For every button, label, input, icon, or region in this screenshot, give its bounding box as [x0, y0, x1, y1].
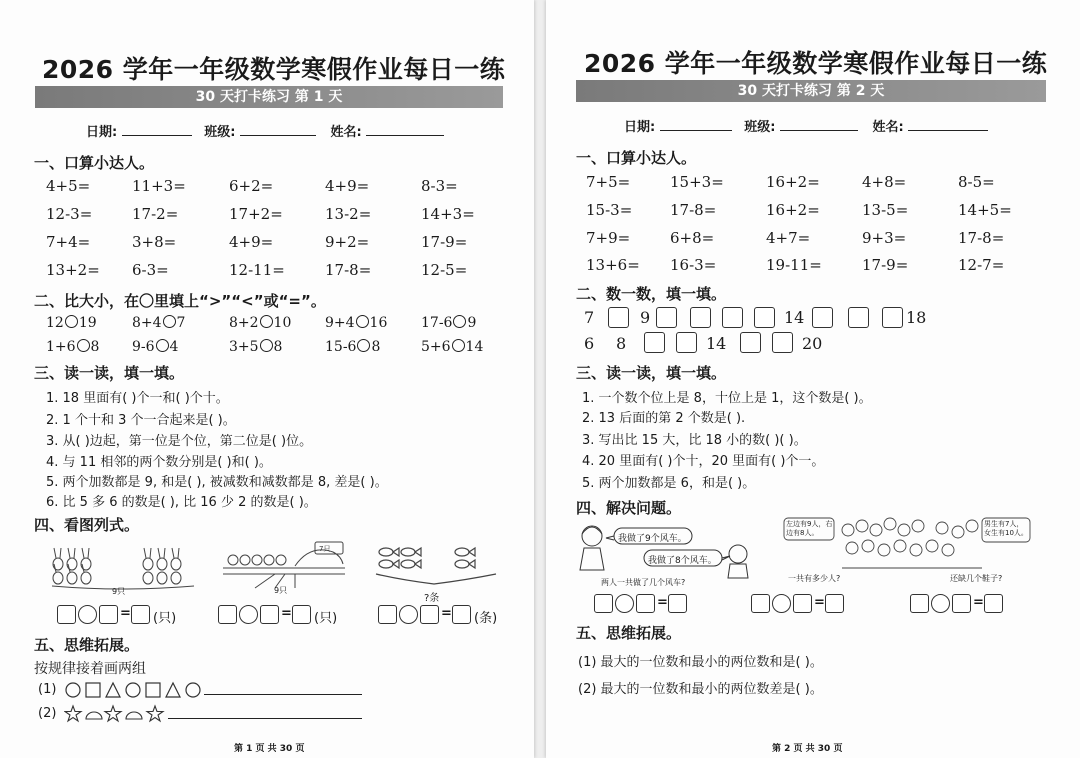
class-blank[interactable] — [240, 124, 316, 136]
animals-crossing-picture — [215, 538, 355, 590]
operator-circle[interactable] — [931, 594, 950, 613]
compare-item — [46, 339, 99, 355]
rabbit-icon — [171, 548, 181, 570]
result-box[interactable] — [292, 605, 311, 624]
sequence-blank[interactable] — [722, 307, 743, 328]
equals-sign: = — [814, 595, 825, 610]
circle-shape — [66, 683, 80, 697]
compare-item — [325, 315, 387, 331]
name-label: 姓名: — [330, 125, 362, 140]
sequence-blank[interactable] — [812, 307, 833, 328]
arithmetic-item: 12-5= — [421, 261, 468, 279]
section-5-heading: 五、思维拓展。 — [576, 624, 682, 642]
fish-icon — [379, 548, 399, 556]
triangle-shape — [106, 683, 120, 697]
star-shape — [147, 706, 163, 721]
worksheet-page-1 — [0, 0, 534, 758]
operator-circle[interactable] — [239, 605, 258, 624]
compare-right: 8 — [371, 339, 381, 355]
picture-label: 7只 — [319, 545, 331, 553]
compare-item — [132, 315, 185, 331]
person-icon — [842, 518, 924, 536]
goat-icon — [228, 555, 286, 565]
shape-pattern-1 — [64, 680, 204, 700]
arithmetic-item: 7+9= — [586, 229, 631, 247]
compare-left: 15-6 — [325, 339, 357, 355]
question-line: 6. 比 5 多 6 的数是( ), 比 16 少 2 的数是( )。 — [46, 495, 317, 510]
info-line — [624, 116, 988, 135]
number-box[interactable] — [793, 594, 812, 613]
number-box[interactable] — [594, 594, 613, 613]
sequence-blank[interactable] — [848, 307, 869, 328]
date-blank[interactable] — [660, 119, 732, 131]
number-box[interactable] — [57, 605, 76, 624]
arithmetic-item: 6+2= — [229, 177, 274, 195]
sequence-blank[interactable] — [882, 307, 903, 328]
operator-circle[interactable] — [615, 594, 634, 613]
arithmetic-item: 9+3= — [862, 229, 907, 247]
equals-sign: = — [120, 606, 131, 621]
arithmetic-item: 13-5= — [862, 201, 909, 219]
page-title: 2026 学年一年级数学寒假作业每日一练 — [584, 49, 1048, 78]
picture-label: ?条 — [424, 593, 440, 604]
compare-right: 16 — [369, 315, 388, 331]
compare-item — [229, 339, 282, 355]
info-line — [86, 121, 444, 140]
circle-shape — [186, 683, 200, 697]
compare-right: 10 — [273, 315, 292, 331]
sequence-blank[interactable] — [690, 307, 711, 328]
operator-circle[interactable] — [399, 605, 418, 624]
rabbit-icon — [143, 548, 153, 570]
star-shape — [65, 706, 81, 721]
compare-right: 4 — [169, 339, 179, 355]
sequence-blank[interactable] — [772, 332, 793, 353]
sequence-number: 7 — [584, 308, 595, 327]
day-banner: 30 天打卡练习 第 2 天 — [576, 80, 1046, 102]
arithmetic-item: 7+4= — [46, 233, 91, 251]
compare-item — [229, 315, 291, 331]
name-blank[interactable] — [366, 124, 444, 136]
arithmetic-item: 4+9= — [229, 233, 274, 251]
question-line: 5. 两个加数都是 9, 和是( ), 被减数和减数都是 8, 差是( )。 — [46, 475, 388, 490]
section-3-heading: 三、读一读，填一填。 — [34, 364, 185, 382]
compare-item — [325, 339, 380, 355]
arithmetic-item: 16-3= — [670, 256, 717, 274]
class-label: 班级: — [744, 120, 776, 135]
arithmetic-item: 3+8= — [132, 233, 177, 251]
compare-item — [132, 339, 178, 355]
sequence-blank[interactable] — [754, 307, 775, 328]
rabbit-icon — [171, 572, 181, 584]
number-box[interactable] — [218, 605, 237, 624]
girl-icon — [580, 526, 604, 570]
result-box[interactable] — [452, 605, 471, 624]
star-shape — [105, 706, 121, 721]
arithmetic-item: 13+2= — [46, 261, 100, 279]
date-label: 日期: — [86, 125, 118, 140]
compare-right: 7 — [176, 315, 186, 331]
arithmetic-item: 6+8= — [670, 229, 715, 247]
square-shape — [146, 683, 160, 697]
arithmetic-item: 6-3= — [132, 261, 169, 279]
arithmetic-item: 4+5= — [46, 177, 91, 195]
compare-right: 14 — [465, 339, 484, 355]
rabbit-icon — [67, 564, 77, 584]
compare-circle-blank[interactable] — [65, 315, 78, 328]
compare-item — [421, 315, 476, 331]
sequence-number: 8 — [616, 334, 627, 353]
speech-bubble-text: 我做了8个风车。 — [648, 556, 717, 566]
date-label: 日期: — [624, 120, 656, 135]
compare-circle-blank[interactable] — [260, 315, 273, 328]
question-line: (2) 最大的一位数和最小的两位数差是( )。 — [578, 682, 823, 697]
question-line: 1. 18 里面有( )个一和( )个十。 — [46, 391, 229, 406]
number-box[interactable] — [910, 594, 929, 613]
sequence-blank[interactable] — [644, 332, 665, 353]
equals-sign: = — [441, 606, 452, 621]
equals-sign: = — [281, 606, 292, 621]
sequence-number: 14 — [706, 334, 727, 353]
arithmetic-item: 14+5= — [958, 201, 1012, 219]
class-label: 班级: — [204, 125, 236, 140]
number-box[interactable] — [636, 594, 655, 613]
number-box[interactable] — [952, 594, 971, 613]
square-shape — [86, 683, 100, 697]
arithmetic-item: 4+7= — [766, 229, 811, 247]
caption-box: 左边有9人，右边有8人。 — [786, 520, 833, 537]
result-box[interactable] — [131, 605, 150, 624]
arithmetic-item: 7+5= — [586, 173, 631, 191]
pattern-instruction: 按规律接着画两组 — [34, 661, 146, 677]
compare-circle-blank[interactable] — [77, 339, 90, 352]
arithmetic-item: 4+9= — [325, 177, 370, 195]
question-line: 2. 1 个十和 3 个一合起来是( )。 — [46, 413, 236, 428]
arithmetic-item: 12-11= — [229, 261, 285, 279]
result-box[interactable] — [825, 594, 844, 613]
problem-question: 一共有多少人? — [788, 574, 841, 583]
unit-label: (只) — [314, 611, 338, 626]
arithmetic-item: 15-3= — [586, 201, 633, 219]
semicircle-shape — [86, 712, 102, 719]
boy-icon — [728, 545, 748, 578]
person-icon — [846, 540, 954, 556]
sequence-number: 18 — [906, 308, 927, 327]
compare-circle-blank[interactable] — [357, 339, 370, 352]
arithmetic-item: 17-9= — [862, 256, 909, 274]
picture-label: 9只 — [274, 586, 288, 595]
class-blank[interactable] — [780, 119, 858, 131]
question-line: 3. 写出比 15 大，比 18 小的数( )( )。 — [582, 433, 807, 448]
compare-circle-blank[interactable] — [163, 315, 176, 328]
worksheet-page-2 — [546, 0, 1080, 758]
compare-circle-blank[interactable] — [452, 339, 465, 352]
question-line: (1) 最大的一位数和最小的两位数和是( )。 — [578, 655, 823, 670]
compare-left: 5+6 — [421, 339, 451, 355]
unit-label: (条) — [474, 611, 498, 626]
compare-item — [421, 339, 483, 355]
compare-circle-blank[interactable] — [156, 339, 169, 352]
arithmetic-item: 17+2= — [229, 205, 283, 223]
section-4-heading: 四、看图列式。 — [34, 516, 140, 534]
equals-sign: = — [973, 595, 984, 610]
arithmetic-item: 17-8= — [958, 229, 1005, 247]
compare-right: 19 — [78, 315, 97, 331]
sequence-blank[interactable] — [740, 332, 761, 353]
compare-left: 9-6 — [132, 339, 155, 355]
arithmetic-item: 14+3= — [421, 205, 475, 223]
number-box[interactable] — [260, 605, 279, 624]
compare-left: 8+2 — [229, 315, 259, 331]
section-3-heading: 三、读一读，填一填。 — [576, 364, 727, 382]
page-footer: 第 2 页 共 30 页 — [772, 744, 843, 754]
rabbit-icon — [53, 564, 63, 584]
question-line: 2. 13 后面的第 2 个数是( ). — [582, 411, 746, 426]
number-box[interactable] — [420, 605, 439, 624]
arithmetic-item: 17-8= — [670, 201, 717, 219]
compare-circle-blank[interactable] — [453, 315, 466, 328]
sequence-blank[interactable] — [656, 307, 677, 328]
compare-right: 8 — [90, 339, 100, 355]
compare-left: 8+4 — [132, 315, 162, 331]
day-banner: 30 天打卡练习 第 1 天 — [35, 86, 503, 108]
number-box[interactable] — [751, 594, 770, 613]
circle-shape — [126, 683, 140, 697]
sequence-number: 6 — [584, 334, 595, 353]
name-blank[interactable] — [908, 119, 988, 131]
fish-icon — [379, 560, 399, 568]
result-box[interactable] — [668, 594, 687, 613]
arithmetic-item: 17-2= — [132, 205, 179, 223]
fish-icon — [401, 560, 421, 568]
date-blank[interactable] — [122, 124, 192, 136]
equals-sign: = — [657, 595, 668, 610]
compare-circle-blank[interactable] — [260, 339, 273, 352]
compare-left: 1+6 — [46, 339, 76, 355]
shape-pattern-2 — [64, 704, 168, 724]
question-line: 5. 两个加数都是 6，和是( )。 — [582, 476, 756, 491]
caption-box: 男生有7人，女生有10人。 — [984, 520, 1028, 537]
semicircle-shape — [126, 712, 142, 719]
arithmetic-item: 8-5= — [958, 173, 995, 191]
section-1-heading: 一、口算小达人。 — [34, 154, 155, 172]
question-line: 1. 一个数个位上是 8，十位上是 1，这个数是( )。 — [582, 391, 872, 406]
compare-right: 8 — [273, 339, 283, 355]
arithmetic-item: 9+2= — [325, 233, 370, 251]
pattern-number: (2) — [38, 706, 57, 721]
compare-right: 9 — [467, 315, 477, 331]
section-2-heading: 二、比大小，在〇里填上“>”“<”或“=”。 — [34, 292, 326, 310]
number-box[interactable] — [99, 605, 118, 624]
arithmetic-item: 17-8= — [325, 261, 372, 279]
children-pinwheels-picture — [574, 520, 754, 580]
name-label: 姓名: — [872, 120, 904, 135]
fish-picture — [372, 540, 502, 592]
pattern-number: (1) — [38, 682, 57, 697]
arithmetic-item: 16+2= — [766, 201, 820, 219]
section-2-heading: 二、数一数，填一填。 — [576, 285, 727, 303]
arithmetic-item: 12-7= — [958, 256, 1005, 274]
rabbit-icon — [81, 564, 91, 584]
rabbit-icon — [143, 572, 153, 584]
answer-line[interactable] — [168, 718, 362, 719]
rabbit-icon — [157, 572, 167, 584]
arithmetic-item: 17-9= — [421, 233, 468, 251]
operator-circle[interactable] — [78, 605, 97, 624]
arithmetic-item: 12-3= — [46, 205, 93, 223]
problem-question: 两人一共做了几个风车? — [601, 578, 686, 587]
section-1-heading: 一、口算小达人。 — [576, 149, 697, 167]
sequence-blank[interactable] — [608, 307, 629, 328]
sequence-blank[interactable] — [676, 332, 697, 353]
triangle-shape — [166, 683, 180, 697]
unit-label: (只) — [153, 611, 177, 626]
question-line: 3. 从( )边起，第一位是个位，第二位是( )位。 — [46, 434, 313, 449]
compare-left: 17-6 — [421, 315, 453, 331]
picture-label: 9只 — [112, 587, 126, 596]
arithmetic-item: 8-3= — [421, 177, 458, 195]
arithmetic-item: 4+8= — [862, 173, 907, 191]
arithmetic-item: 13+6= — [586, 256, 640, 274]
compare-left: 12 — [46, 315, 64, 331]
sequence-number: 14 — [784, 308, 805, 327]
arithmetic-item: 11+3= — [132, 177, 186, 195]
compare-item — [46, 315, 97, 331]
compare-circle-blank[interactable] — [356, 315, 369, 328]
page-footer: 第 1 页 共 30 页 — [234, 744, 305, 754]
arithmetic-item: 16+2= — [766, 173, 820, 191]
fish-icon — [455, 548, 475, 556]
arithmetic-item: 15+3= — [670, 173, 724, 191]
person-icon — [936, 520, 978, 538]
compare-left: 3+5 — [229, 339, 259, 355]
arithmetic-item: 13-2= — [325, 205, 372, 223]
sequence-number: 20 — [802, 334, 823, 353]
section-4-heading: 四、解决问题。 — [576, 499, 682, 517]
section-5-heading: 五、思维拓展。 — [34, 636, 140, 654]
question-line: 4. 与 11 相邻的两个数分别是( )和( )。 — [46, 455, 272, 470]
problem-question: 还缺几个鞋子? — [950, 574, 1003, 583]
operator-circle[interactable] — [772, 594, 791, 613]
rabbit-icon — [157, 548, 167, 570]
fish-icon — [455, 560, 475, 568]
number-box[interactable] — [378, 605, 397, 624]
page-title: 2026 学年一年级数学寒假作业每日一练 — [42, 55, 506, 84]
result-box[interactable] — [984, 594, 1003, 613]
fish-icon — [401, 548, 421, 556]
answer-line[interactable] — [204, 694, 362, 695]
arithmetic-item: 19-11= — [766, 256, 822, 274]
sequence-number: 9 — [640, 308, 651, 327]
question-line: 4. 20 里面有( )个十，20 里面有( )个一。 — [582, 454, 825, 469]
speech-bubble-text: 我做了9个风车。 — [618, 534, 687, 544]
compare-left: 9+4 — [325, 315, 355, 331]
